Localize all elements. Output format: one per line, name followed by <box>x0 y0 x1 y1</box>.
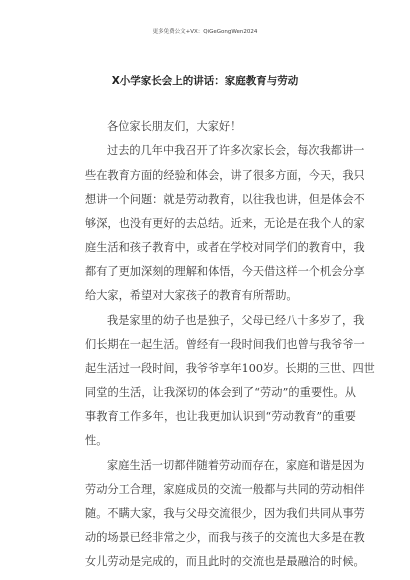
body-line: 过去的几年中我召开了许多次家长会，每次我都讲一 <box>107 144 365 157</box>
body-line: 起生活过一段时间，我爷爷享年100岁。长期的三世、四世 <box>85 362 375 375</box>
body-line: 事教育工作多年，也让我更加认识到“劳动教育”的重要 <box>85 410 356 423</box>
body-line: 想讲一个问题：就是劳动教育，以往我也讲，但是体会不 <box>85 193 365 206</box>
body-line: 性。 <box>85 434 108 447</box>
body-line: 同堂的生活，让我深切的体会到了“劳动”的重要性。从 <box>85 386 356 399</box>
body-line: 庭生活和孩子教育中，或者在学校对同学们的教育中，我 <box>85 241 365 254</box>
body-line: 女儿劳动是完成的，而且此时的交流也是最融洽的时候。 <box>85 555 365 568</box>
body-line: 都有了更加深刻的理解和体悟，今天借这样一个机会分享 <box>85 265 365 278</box>
body-line: 够深，也没有更好的去总结。近来，无论是在我个人的家 <box>85 217 365 230</box>
body-line: 给大家，希望对大家孩子的教育有所帮助。 <box>85 289 298 302</box>
body-line: 们长期在一起生活。曾经有一段时间我们也曾与我爷爷一 <box>85 338 365 351</box>
header-note: 更多免费公文+VX：QiGeGongWen2024 <box>152 29 258 35</box>
body-line: 动的场景已经非常之少，而我与孩子的交流也大多是在教 <box>85 531 365 544</box>
body-line: 劳动分工合理，家庭成员的交流一般都与共同的劳动相伴 <box>85 483 365 496</box>
body-line: 些在教育方面的经验和体会，讲了很多方面，今天，我只 <box>85 169 365 182</box>
document-title: X小学家长会上的讲话：家庭教育与劳动 <box>111 75 299 87</box>
greeting-line: 各位家长朋友们，大家好！ <box>107 120 242 133</box>
body-line: 家庭生活一切都伴随着劳动而存在，家庭和谐是因为 <box>107 459 365 472</box>
body-line: 随。不瞒大家，我与父母交流很少，因为我们共同从事劳 <box>85 507 365 520</box>
body-line: 我是家里的幼子也是独子，父母已经八十多岁了，我 <box>107 314 365 327</box>
